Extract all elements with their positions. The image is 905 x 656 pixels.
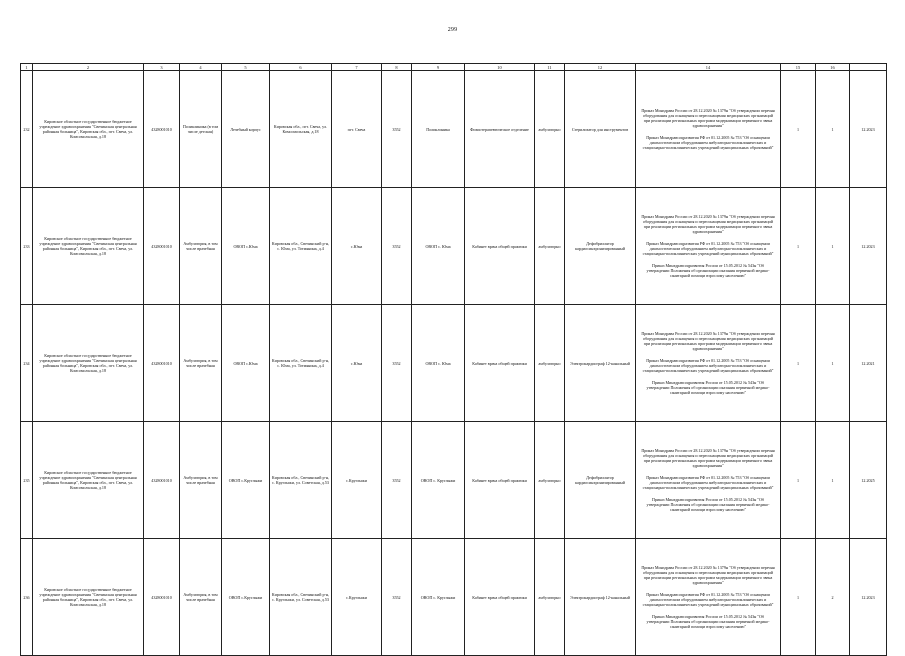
column-header: 6	[270, 64, 332, 71]
quantity-cell: 1	[816, 71, 850, 188]
code-cell: 3552	[382, 422, 412, 539]
locality-cell: с.Круглыжи	[332, 422, 382, 539]
regulation-text: Приказ Минздравсоцразвития России от 15.05.2012 № 543н "Об утверждении Положения об организации оказания первичной медико-санитарной помощи взрослому населению"	[646, 496, 770, 512]
equipment-cell: Стерилизатор для инструментов	[565, 71, 636, 188]
code-cell: 3552	[382, 71, 412, 188]
column-header: 2	[33, 64, 144, 71]
quantity-cell: 1	[816, 188, 850, 305]
unit-name-cell: ОВОП с.Круглыжи	[222, 422, 270, 539]
date-cell: 12.2023	[850, 71, 887, 188]
subdivision-cell: Поликлиника	[412, 71, 465, 188]
quantity-cell: 1	[781, 539, 816, 656]
unit-type-cell: Амбулатория, в том числе врачебная	[180, 539, 222, 656]
regulation-cell	[636, 188, 781, 305]
row-number: 235	[21, 422, 33, 539]
regulation-text: Приказ Минздрава России от 28.12.2020 № 1379н "Об утверждении перечня оборудования для оснащения и переоснащения медицинских организаций при реализации региональных программ модернизации первичного звена здравоохранения"	[641, 565, 775, 586]
column-header: 12	[565, 64, 636, 71]
column-header: 3	[144, 64, 180, 71]
cabinet-cell: Физиотерапевтическое отделение	[465, 71, 535, 188]
row-number: 236	[21, 539, 33, 656]
organization-cell: Кировское областное государственное бюджетное учреждение здравоохранения "Свечинская центральная районная больница", Кировская обл., пгт. Свеча, ул. Комсомольская, д.18	[33, 305, 144, 422]
row-number: 234	[21, 305, 33, 422]
column-header: 11	[535, 64, 565, 71]
cabinet-cell: Кабинет врача общей практики	[465, 422, 535, 539]
quantity-cell: 1	[781, 422, 816, 539]
organization-cell: Кировское областное государственное бюджетное учреждение здравоохранения "Свечинская центральная районная больница", Кировская обл., пгт. Свеча, ул. Комсомольская, д.18	[33, 422, 144, 539]
table-row	[21, 188, 887, 305]
column-header: 5	[222, 64, 270, 71]
column-header: 8	[382, 64, 412, 71]
regulation-text: Приказ Минздравсоцразвития РФ от 01.12.2005 № 753 "Об оснащении диагностическим оборудованием амбулаторно-поликлинических и стационарно-поликлинических учреждений муниципальных образований"	[642, 592, 774, 607]
column-header: 7	[332, 64, 382, 71]
regulation-text: Приказ Минздравсоцразвития России от 15.05.2012 № 543н "Об утверждении Положения об организации оказания первичной медико-санитарной помощи взрослому населению"	[646, 613, 770, 629]
care-form-cell: амбулаторно	[535, 422, 565, 539]
regulation-text: Приказ Минздрава России от 28.12.2020 № 1379н "Об утверждении перечня оборудования для оснащения и переоснащения медицинских организаций при реализации региональных программ модернизации первичного звена здравоохранения"	[641, 108, 775, 128]
unit-name-cell: ОВОП с.Юма	[222, 188, 270, 305]
unit-type-cell: Поликлиника (в том числе детская)	[180, 71, 222, 188]
row-number: 232	[21, 71, 33, 188]
date-cell: 12.2023	[850, 539, 887, 656]
care-form-cell: амбулаторно	[535, 71, 565, 188]
regulation-cell	[636, 539, 781, 656]
quantity-cell: 1	[781, 71, 816, 188]
locality-cell: с.Круглыжи	[332, 539, 382, 656]
code-cell: 3552	[382, 539, 412, 656]
column-header: 15	[781, 64, 816, 71]
quantity-cell: 1	[816, 422, 850, 539]
equipment-cell: Дефибриллятор кардиосинхронизированный	[565, 188, 636, 305]
table-row	[21, 422, 887, 539]
address-cell: Кировская обл., пгт. Свеча, ул. Комсомольская, д.18	[270, 71, 332, 188]
quantity-cell: 1	[781, 305, 816, 422]
column-header: 4	[180, 64, 222, 71]
inn-cell: 4328001010	[144, 188, 180, 305]
unit-type-cell: Амбулатория, в том числе врачебная	[180, 422, 222, 539]
unit-type-cell: Амбулатория, в том числе врачебная	[180, 188, 222, 305]
subdivision-cell: ОВОП с. Круглыжи	[412, 422, 465, 539]
regulation-text: Приказ Минздравсоцразвития России от 15.05.2012 № 543н "Об утверждении Положения об организации оказания первичной медико-санитарной помощи взрослому населению"	[646, 262, 770, 278]
subdivision-cell: ОВОП с. Юма	[412, 188, 465, 305]
unit-name-cell: ОВОП с.Круглыжи	[222, 539, 270, 656]
organization-cell: Кировское областное государственное бюджетное учреждение здравоохранения "Свечинская центральная районная больница", Кировская обл., пгт. Свеча, ул. Комсомольская, д.18	[33, 188, 144, 305]
quantity-cell: 1	[816, 305, 850, 422]
code-cell: 3552	[382, 188, 412, 305]
column-header: 16	[816, 64, 850, 71]
inn-cell: 4328001010	[144, 539, 180, 656]
column-header-empty	[850, 64, 887, 71]
organization-cell: Кировское областное государственное бюджетное учреждение здравоохранения "Свечинская центральная районная больница", Кировская обл., пгт. Свеча, ул. Комсомольская, д.18	[33, 539, 144, 656]
equipment-cell: Электрокардиограф 12-канальный	[565, 305, 636, 422]
page-number: 299	[447, 27, 458, 33]
date-cell: 12.2021	[850, 305, 887, 422]
equipment-table	[20, 63, 887, 656]
address-cell: Кировская обл., Свечинский р-н, с. Круглыжи, ул. Советская, д.53	[270, 539, 332, 656]
locality-cell: с.Юма	[332, 188, 382, 305]
cabinet-cell: Кабинет врача общей практики	[465, 539, 535, 656]
row-number: 233	[21, 188, 33, 305]
cabinet-cell: Кабинет врача общей практики	[465, 305, 535, 422]
address-cell: Кировская обл., Свечинский р-н, с. Юма, ул. Тотмянина, д.4	[270, 188, 332, 305]
equipment-cell: Дефибриллятор кардиосинхронизированный	[565, 422, 636, 539]
subdivision-cell: ОВОП с. Круглыжи	[412, 539, 465, 656]
regulation-text: Приказ Минздравсоцразвития РФ от 01.12.2005 № 753 "Об оснащении диагностическим оборудованием амбулаторно-поликлинических и стационарно-поликлинических учреждений муниципальных образований"	[642, 241, 774, 256]
regulation-text: Приказ Минздрава России от 28.12.2020 № 1379н "Об утверждении перечня оборудования для оснащения и переоснащения медицинских организаций при реализации региональных программ модернизации первичного звена здравоохранения"	[641, 331, 775, 352]
regulation-text: Приказ Минздрава России от 28.12.2020 № 1379н "Об утверждении перечня оборудования для оснащения и переоснащения медицинских организаций при реализации региональных программ модернизации первичного звена здравоохранения"	[641, 448, 775, 469]
unit-name-cell: Лечебный корпус	[222, 71, 270, 188]
quantity-cell: 1	[781, 188, 816, 305]
regulation-text: Приказ Минздравсоцразвития РФ от 01.12.2005 № 753 "Об оснащении диагностическим оборудованием амбулаторно-поликлинических и стационарно-поликлинических учреждений муниципальных образований"	[642, 475, 774, 490]
care-form-cell: амбулаторно	[535, 305, 565, 422]
table-row	[21, 71, 887, 188]
address-cell: Кировская обл., Свечинский р-н, с. Юма, ул. Тотмянина, д.4	[270, 305, 332, 422]
inn-cell: 4328001010	[144, 71, 180, 188]
table-row	[21, 539, 887, 656]
cabinet-cell: Кабинет врача общей практики	[465, 188, 535, 305]
code-cell: 3552	[382, 305, 412, 422]
care-form-cell: амбулаторно	[535, 539, 565, 656]
regulation-cell	[636, 305, 781, 422]
locality-cell: пгт. Свеча	[332, 71, 382, 188]
unit-type-cell: Амбулатория, в том числе врачебная	[180, 305, 222, 422]
column-header: 14	[636, 64, 781, 71]
regulation-text: Приказ Минздравсоцразвития России от 15.05.2012 № 543н "Об утверждении Положения об организации оказания первичной медико-санитарной помощи взрослому населению"	[646, 379, 770, 395]
care-form-cell: амбулаторно	[535, 188, 565, 305]
regulation-text: Приказ Минздравсоцразвития РФ от 01.12.2005 № 753 "Об оснащении диагностическим оборудованием амбулаторно-поликлинических и стационарно-поликлинических учреждений муниципальных образований"	[642, 134, 774, 150]
unit-name-cell: ОВОП с.Юма	[222, 305, 270, 422]
table-row	[21, 305, 887, 422]
date-cell: 12.2025	[850, 422, 887, 539]
column-header: 1	[21, 64, 33, 71]
inn-cell: 4328001010	[144, 305, 180, 422]
quantity-cell: 2	[816, 539, 850, 656]
locality-cell: с.Юма	[332, 305, 382, 422]
regulation-cell	[636, 71, 781, 188]
column-number-row	[21, 64, 887, 71]
equipment-cell: Электрокардиограф 12-канальный	[565, 539, 636, 656]
address-cell: Кировская обл., Свечинский р-н, с. Круглыжи, ул. Советская, д.53	[270, 422, 332, 539]
subdivision-cell: ОВОП с. Юма	[412, 305, 465, 422]
organization-cell: Кировское областное государственное бюджетное учреждение здравоохранения "Свечинская центральная районная больница", Кировская обл., пгт. Свеча, ул. Комсомольская, д.18	[33, 71, 144, 188]
column-header: 10	[465, 64, 535, 71]
regulation-text: Приказ Минздрава России от 28.12.2020 № 1379н "Об утверждении перечня оборудования для оснащения и переоснащения медицинских организаций при реализации региональных программ модернизации первичного звена здравоохранения"	[641, 214, 775, 235]
inn-cell: 4328001010	[144, 422, 180, 539]
column-header: 9	[412, 64, 465, 71]
regulation-text: Приказ Минздравсоцразвития РФ от 01.12.2005 № 753 "Об оснащении диагностическим оборудованием амбулаторно-поликлинических и стационарно-поликлинических учреждений муниципальных образований"	[642, 358, 774, 373]
date-cell: 12.2023	[850, 188, 887, 305]
regulation-cell	[636, 422, 781, 539]
